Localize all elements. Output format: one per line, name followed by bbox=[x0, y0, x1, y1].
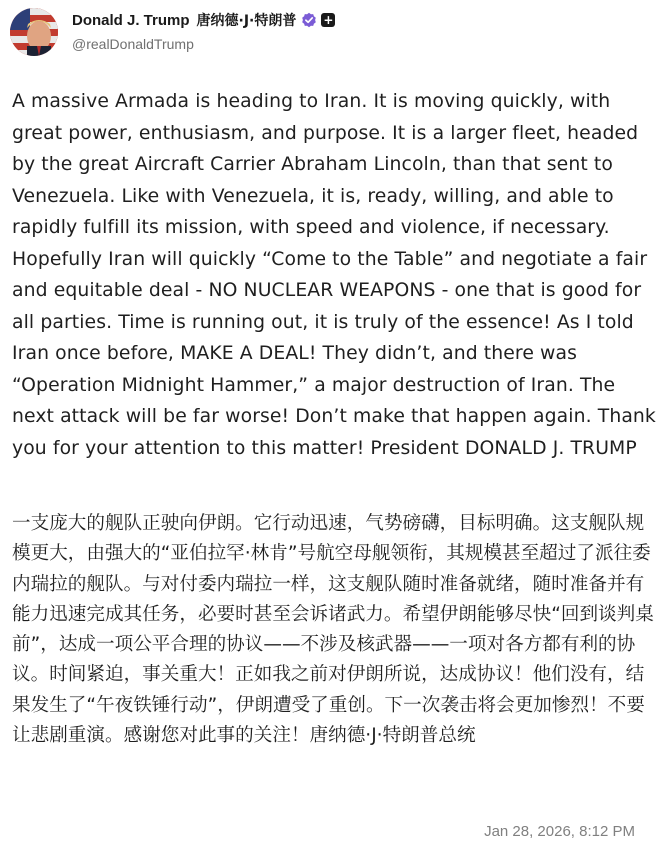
author-display-name-cn: 唐纳德·J·特朗普 bbox=[196, 13, 297, 29]
plus-badge-icon: + bbox=[323, 13, 334, 27]
author-name-row bbox=[72, 10, 335, 30]
post-timestamp[interactable]: Jan 28, 2026, 8:12 PM bbox=[484, 823, 635, 840]
avatar-image bbox=[10, 8, 58, 56]
post-body-chinese: 一支庞大的舰队正驶向伊朗。它行动迅速，气势磅礴，目标明确。这支舰队规模更大，由强大的“亚伯拉罕·林肯”号航空母舰领衔，其规模甚至超过了派往委内瑞拉的舰队。与对付委内瑞拉一样，这支舰队随时准备就绪，随时准备并有能力迅速完成其任务，必要时甚至会诉诸武力。希望伊朗能够尽快“回到谈判桌前”，达成一项公平合理的协议——不涉及核武器——一项对各方都有利的协议。时间紧迫，事关重大！正如我之前对伊朗所说，达成协议！他们没有，结果发生了“午夜铁锤行动”，伊朗遭受了重创。下一次袭击将会更加惨烈！不要让悲剧重演。感谢您对此事的关注！唐纳德·J·特朗普总统 bbox=[12, 513, 654, 747]
verified-badge-icon bbox=[301, 12, 317, 28]
author-handle[interactable]: @realDonaldTrump bbox=[72, 36, 194, 52]
post-header bbox=[10, 8, 650, 58]
author-display-name[interactable]: Donald J. Trump bbox=[72, 11, 190, 29]
post-body-english: A massive Armada is heading to Iran. It is moving quickly, with great power, enthusiasm, and purpose. It is a larger fleet, headed by the great Aircraft Carrier Abraham Lincoln, than that sent to Venezuela. Like with Venezuela, it is, ready, willing, and able to rapidly fulfill its mission, with speed and violence, if necessary. Hopefully Iran will quickly “Come to the Table” and negotiate a fair and equitable deal - NO NUCLEAR WEAPONS - one that is good for all parties. Time is running out, it is truly of the essence! As I told Iran once before, MAKE A DEAL! They didn’t, and there was “Operation Midnight Hammer,” a major destruction of Iran. The next attack will be far worse! Don’t make that happen again. Thank you for your attention to this matter! President DONALD J. TRUMP bbox=[12, 91, 656, 459]
avatar[interactable] bbox=[10, 8, 58, 56]
